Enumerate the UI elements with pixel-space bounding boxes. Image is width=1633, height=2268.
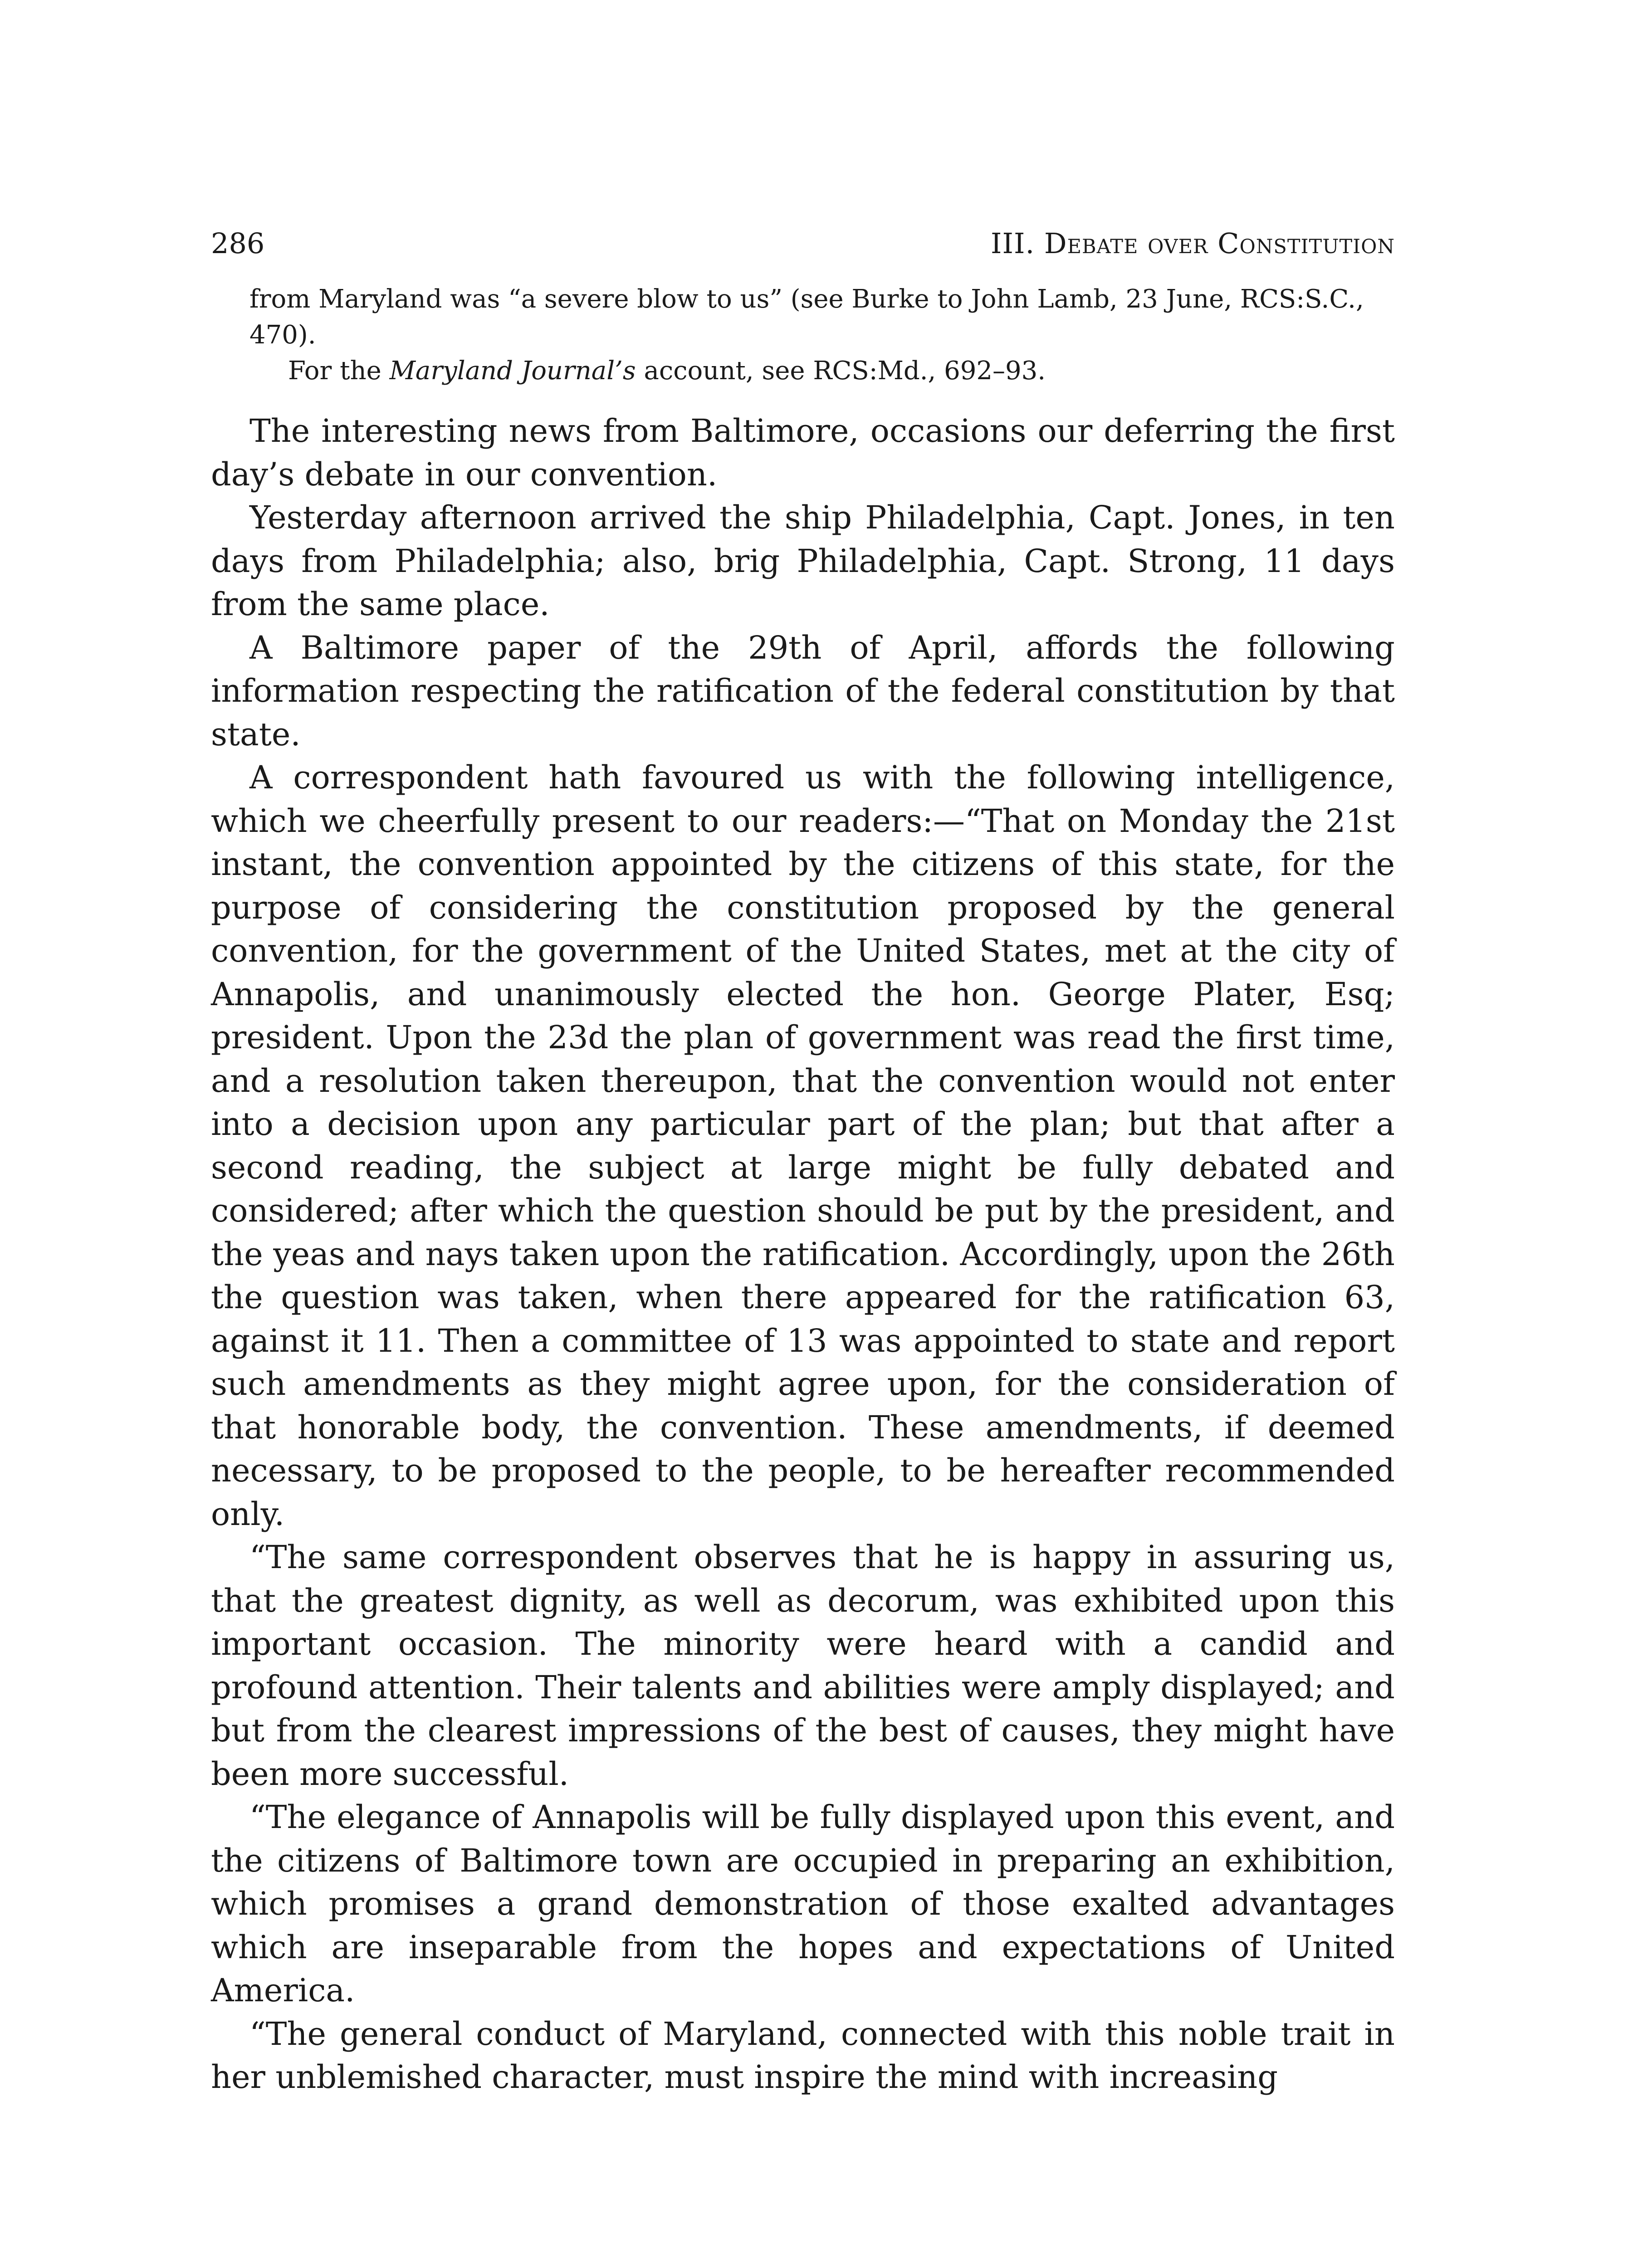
newspaper-title: Maryland Journal’s — [389, 356, 636, 386]
paragraph: A Baltimore paper of the 29th of April, affords the following information respecting the ratification of the federal constitution by that state. — [211, 629, 1395, 753]
page-number: 286 — [211, 227, 265, 260]
note-suffix: account, see RCS:Md., 692–93. — [636, 356, 1046, 386]
document-page — [211, 227, 1395, 2099]
note-line-reference — [249, 353, 1395, 389]
paragraph: A correspondent hath favoured us with the following intelligence, which we cheerfully present to our readers:—“That on Monday the 21st instant, the convention appointed by the citizens of this state, for the purpose of considering the constitution proposed by the general convention, for the government of the United States, met at the city of Annapolis, and unanimously elected the hon. George Plater, Esq; president. Upon the 23d the plan of government was read the first time, and a resolution taken thereupon, that the convention would not enter into a decision upon any particular part of the plan; but that after a second reading, the subject at large might be fully debated and considered; after which the question should be put by the president, and the yeas and nays taken upon the ratification. Accordingly, upon the 26th the question was taken, when there appeared for the ratification 63, against it 11. Then a committee of 13 was appointed to state and report such amendments as they might agree upon, for the consideration of that honorable body, the convention. These amendments, if deemed necessary, to be proposed to the people, to be hereafter recommended only. — [211, 759, 1395, 1533]
note-prefix: For the — [288, 356, 390, 386]
paragraph: Yesterday afternoon arrived the ship Philadelphia, Capt. Jones, in ten days from Philadelphia; also, brig Philadelphia, Capt. Strong, 11 days from the same place. — [211, 499, 1395, 623]
running-head — [211, 227, 1395, 281]
paragraph: “The elegance of Annapolis will be fully displayed upon this event, and the citizens of Baltimore town are occupied in preparing an exhibition, which promises a grand demonstration of those exalted advantages which are inseparable from the hopes and expectations of United America. — [211, 1799, 1395, 2009]
paragraph: “The same correspondent observes that he is happy in assuring us, that the greatest dignity, as well as decorum, was exhibited upon this important occasion. The minority were heard with a candid and profound attention. Their talents and abilities were amply displayed; and but from the clearest impressions of the best of causes, they might have been more successful. — [211, 1539, 1395, 1793]
note-line: from Maryland was “a severe blow to us” (see Burke to John Lamb, 23 June, RCS:S.C., 470). — [249, 284, 1364, 350]
chapter-title: III. Debate over Constitution — [991, 227, 1395, 260]
paragraph: The interesting news from Baltimore, occasions our deferring the first day’s debate in our convention. — [211, 412, 1395, 493]
body-text — [211, 410, 1395, 2099]
footnote-continuation — [249, 281, 1395, 389]
paragraph: “The general conduct of Maryland, connected with this noble trait in her unblemished character, must inspire the mind with increasing — [211, 2015, 1395, 2096]
